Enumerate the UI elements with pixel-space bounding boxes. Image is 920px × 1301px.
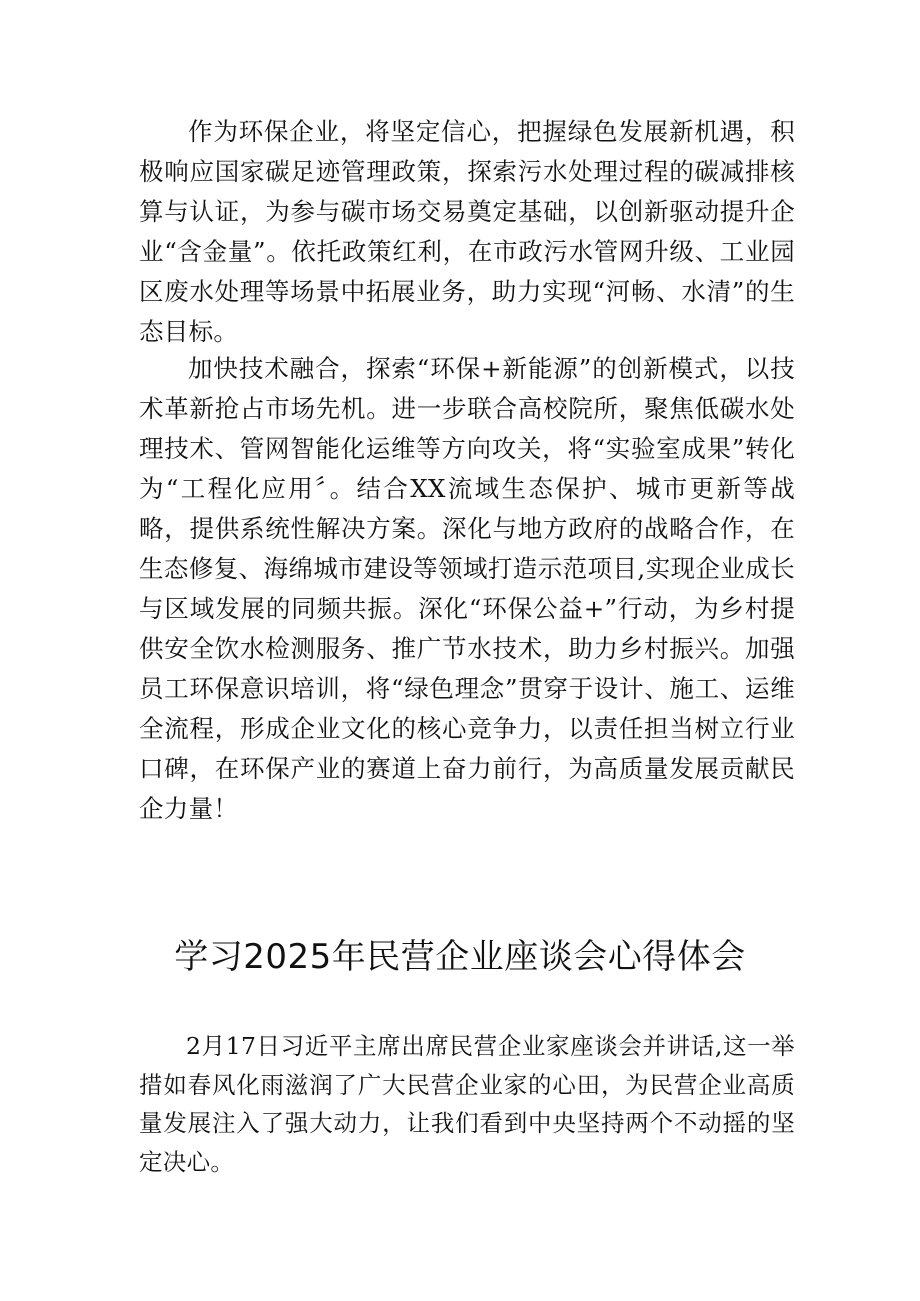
- paragraph-symposium-intro: 2月17日习近平主席出席民营企业家座谈会并讲话,这一举措如春风化雨滋润了广大民营企业家的心田，为民营企业高质量发展注入了强大动力，让我们看到中央坚持两个不动摇的坚定决心。: [139, 1032, 795, 1176]
- paragraph-carbon-policy: 作为环保企业，将坚定信心，把握绿色发展新机遇，积极响应国家碳足迹管理政策，探索污水处理过程的碳减排核算与认证，为参与碳市场交易奠定基础，以创新驱动提升企业“含金量”。依托政策红利，在市政污水管网升级、工业园区废水处理等场景中拓展业务，助力实现“河畅、水清”的生态目标。: [139, 117, 795, 346]
- section-title: 学习2025年民营企业座谈会心得体会: [174, 937, 746, 977]
- paragraph-technology-integration: 加快技术融合，探索“环保+新能源”的创新模式，以技术革新抢占市场先机。进一步联合高校院所，聚焦低碳水处理技术、管网智能化运维等方向攻关，将“实验室成果”转化为“工程化应用〞。结合XX流域生态保护、城市更新等战略，提供系统性解决方案。深化与地方政府的战略合作，在生态修复、海绵城市建设等领域打造示范项目,实现企业成长与区域发展的同频共振。深化“环保公益+”行动，为乡村提供安全饮水检测服务、推广节水技术，助力乡村振兴。加强员工环保意识培训，将“绿色理念”贯穿于设计、施工、运维全流程，形成企业文化的核心竞争力，以责任担当树立行业口碑，在环保产业的赛道上奋力前行，为高质量发展贡献民企力量！: [139, 354, 795, 823]
